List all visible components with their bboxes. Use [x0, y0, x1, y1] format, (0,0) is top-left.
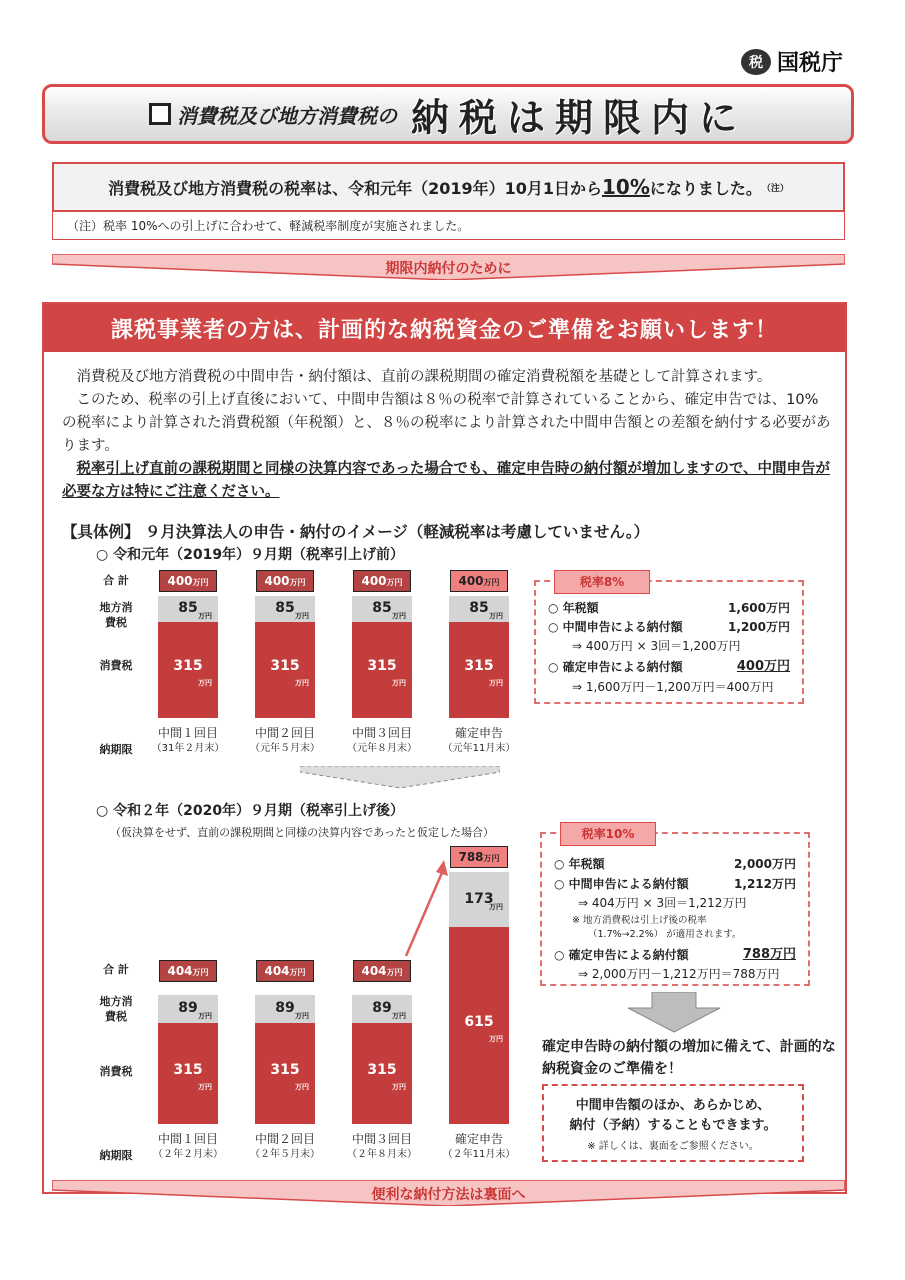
chart2-title: ○ 令和２年（2020年）９月期（税率引上げ後） [96, 803, 405, 819]
chart1-total-label: 合 計 [103, 574, 129, 587]
total-value [450, 846, 508, 868]
info8-l4: ○ 確定申告による納付額 [548, 660, 683, 674]
info-box-8 [534, 575, 804, 704]
consumption-tax-value: 315 [367, 657, 397, 674]
badge-10: 税率10% [560, 822, 656, 846]
category-name: 中間１回目 [157, 726, 218, 740]
consumption-tax-value: 315 [367, 1061, 397, 1078]
category-label [332, 726, 432, 756]
unit-label: 万円 [386, 968, 403, 977]
category-name: 中間１回目 [157, 1132, 218, 1146]
local-tax-segment [158, 995, 218, 1023]
example-title: 【具体例】 ９月決算法人の申告・納付のイメージ（軽減税率は考慮していません。） [62, 523, 650, 541]
chart2-total-label: 合 計 [103, 963, 129, 976]
bar-4 [449, 596, 509, 718]
chart1-title: ○ 令和元年（2019年）９月期（税率引上げ前） [96, 547, 405, 563]
consumption-tax-value: 315 [270, 1061, 300, 1078]
info8-l2v: 1,200万円 [728, 620, 790, 634]
consumption-tax-value: 315 [464, 657, 494, 674]
bar-2 [255, 995, 315, 1124]
total-value [256, 960, 314, 982]
unit-label: 万円 [489, 1034, 503, 1043]
unit-label: 万円 [289, 578, 306, 587]
info8-l2: ○ 中間申告による納付額 [548, 620, 683, 634]
category-label [429, 726, 529, 756]
bar-3 [352, 995, 412, 1124]
info8-line1 [548, 600, 790, 616]
unit-label: 万円 [192, 968, 209, 977]
total-number: 400 [167, 574, 193, 588]
paragraph-1: 消費税及び地方消費税の中間申告・納付額は、直前の課税期間の確定消費税額を基礎として計算されます。 [76, 369, 772, 385]
unit-label: 万円 [392, 1011, 406, 1020]
total-number: 788 [458, 849, 484, 864]
category-label [429, 1132, 529, 1162]
category-label [138, 726, 238, 756]
total-number: 400 [264, 574, 290, 588]
local-tax-segment [255, 596, 315, 622]
increase-arrow-icon [400, 858, 452, 962]
unit-label: 万円 [392, 611, 406, 620]
local-tax-segment [255, 995, 315, 1023]
consumption-tax-value: 315 [173, 657, 203, 674]
info8-l1v: 1,600万円 [728, 601, 790, 615]
info10-l5: ⇒ 2,000万円－1,212万円＝788万円 [578, 967, 780, 981]
paragraph-3: 税率引上げ直前の課税期間と同様の決算内容であった場合でも、確定申告時の納付額が増加しますので、中間申告が必要な方は特にご注意ください。 [62, 461, 831, 500]
unit-label: 万円 [295, 1011, 309, 1020]
page-title: 納税は期限内に [410, 95, 747, 140]
category-name: 確定申告 [454, 1132, 503, 1146]
consumption-tax-segment [352, 622, 412, 718]
info10-l2v: 1,212万円 [734, 877, 796, 891]
deadline-date: （２年５月末） [250, 1149, 320, 1160]
unit-label: 万円 [489, 611, 503, 620]
payment-methods-banner-text: 便利な納付方法は裏面へ [371, 1187, 526, 1203]
chart2-deadline-label: 納期限 [99, 1149, 133, 1162]
info10-l4v: 788万円 [742, 947, 796, 962]
info10-line4 [554, 947, 796, 963]
local-tax-value: 173 [464, 890, 494, 907]
note-mark: （注） [761, 183, 789, 194]
local-tax-segment [449, 596, 509, 622]
unit-label: 万円 [198, 678, 212, 687]
bar-3 [352, 596, 412, 718]
info8-l1: ○ 年税額 [548, 601, 599, 615]
category-name: 確定申告 [454, 726, 503, 740]
info8-l5: ⇒ 1,600万円－1,200万円＝400万円 [572, 680, 774, 694]
total-number: 400 [361, 574, 387, 588]
bar-2 [255, 596, 315, 718]
unit-label: 万円 [295, 678, 309, 687]
total-value [256, 570, 314, 592]
info8-l4v: 400万円 [736, 659, 790, 674]
title-small-text: 消費税及び地方消費税の [176, 103, 397, 128]
bar-1 [158, 596, 218, 718]
badge-8: 税率8% [554, 570, 650, 594]
local-tax-segment [352, 596, 412, 622]
agency-name: 国税庁 [776, 51, 843, 76]
advice-text: 確定申告時の納付額の増加に備えて、計画的な納税資金のご準備を！ [542, 1039, 836, 1077]
info-box-10 [540, 827, 810, 986]
unit-label: 万円 [392, 678, 406, 687]
rate-notice [52, 162, 845, 212]
gray-down-arrow-icon [626, 992, 722, 1034]
info10-n2: （1.7%→2.2%） が適用されます。 [588, 929, 742, 940]
unit-label: 万円 [295, 1082, 309, 1091]
info8-line2 [548, 619, 790, 635]
info10-l4: ○ 確定申告による納付額 [554, 948, 689, 962]
category-name: 中間２回目 [254, 726, 315, 740]
total-value [450, 570, 508, 592]
deadline-banner [52, 254, 845, 280]
unit-label: 万円 [289, 968, 306, 977]
title-banner [42, 84, 854, 144]
local-tax-value: 89 [372, 999, 392, 1016]
chart1-deadline-label: 納期限 [99, 743, 133, 756]
deadline-date: （元年８月末） [347, 743, 417, 754]
unit-label: 万円 [386, 578, 403, 587]
category-name: 中間２回目 [254, 1132, 315, 1146]
unit-label: 万円 [198, 611, 212, 620]
prepay-line1: 中間申告額のほか、あらかじめ、 [575, 1098, 771, 1113]
local-tax-segment [449, 872, 509, 927]
local-tax-value: 85 [372, 599, 392, 616]
chart2-local-label: 地方消費税 [99, 995, 133, 1023]
local-tax-value: 85 [469, 599, 489, 616]
total-value [353, 570, 411, 592]
category-label [138, 1132, 238, 1162]
title-prefix [149, 100, 397, 129]
explanation [62, 366, 832, 504]
category-label [332, 1132, 432, 1162]
deadline-date: （２年８月末） [347, 1149, 417, 1160]
consumption-tax-segment [158, 622, 218, 718]
payment-methods-banner [52, 1180, 845, 1206]
category-label [235, 1132, 335, 1162]
info8-line4 [548, 659, 790, 675]
total-value [159, 960, 217, 982]
info10-line1 [554, 856, 796, 872]
unit-label: 万円 [198, 1011, 212, 1020]
consumption-tax-value: 615 [464, 1013, 494, 1030]
total-number: 400 [458, 574, 484, 588]
total-number: 404 [167, 964, 193, 978]
consumption-tax-segment [255, 622, 315, 718]
unit-label: 万円 [483, 578, 500, 587]
prepay-line3: ※ 詳しくは、裏面をご参照ください。 [587, 1141, 759, 1152]
square-bullet-icon [149, 103, 171, 125]
local-tax-value: 85 [178, 599, 198, 616]
total-number: 404 [264, 964, 290, 978]
prepay-line2: 納付（予納）することもできます。 [569, 1118, 777, 1133]
info10-n1: ※ 地方消費税は引上げ後の税率 [572, 915, 707, 926]
main-heading: 課税事業者の方は、計画的な納税資金のご準備をお願いします！ [44, 304, 845, 352]
total-number: 404 [361, 964, 387, 978]
local-tax-value: 85 [275, 599, 295, 616]
info10-l1v: 2,000万円 [734, 857, 796, 871]
info10-l3: ⇒ 404万円 × 3回＝1,212万円 [578, 896, 747, 910]
rate-text-before: 消費税及び地方消費税の税率は、令和元年（2019年）10月1日から [108, 178, 603, 198]
consumption-tax-segment [352, 1023, 412, 1124]
unit-label: 万円 [295, 611, 309, 620]
unit-label: 万円 [489, 902, 503, 911]
rate-text-after: になりました。 [649, 178, 762, 198]
tax-logo-icon: 税 [741, 49, 771, 75]
info10-l2: ○ 中間申告による納付額 [554, 877, 689, 891]
deadline-banner-text: 期限内納付のために [385, 261, 512, 277]
local-tax-value: 89 [178, 999, 198, 1016]
consumption-tax-segment [449, 622, 509, 718]
chart2-subtitle: （仮決算をせず、直前の課税期間と同様の決算内容であったと仮定した場合） [110, 826, 495, 839]
local-tax-value: 89 [275, 999, 295, 1016]
rate-note: （注）税率 10%への引上げに合わせて、軽減税率制度が実施されました。 [52, 212, 845, 240]
deadline-date: （２年11月末） [442, 1149, 516, 1160]
total-value [353, 960, 411, 982]
consumption-tax-value: 315 [173, 1061, 203, 1078]
deadline-date: （元年５月末） [250, 743, 320, 754]
info8-l3: ⇒ 400万円 × 3回＝1,200万円 [572, 639, 741, 653]
deadline-date: （元年11月末） [442, 743, 516, 754]
bar-4 [449, 872, 509, 1124]
total-value [159, 570, 217, 592]
chart2-consumption-label: 消費税 [99, 1065, 133, 1078]
consumption-tax-segment [449, 927, 509, 1124]
deadline-date: （２年２月末） [153, 1149, 223, 1160]
unit-label: 万円 [392, 1082, 406, 1091]
consumption-tax-segment [158, 1023, 218, 1124]
bar-1 [158, 995, 218, 1124]
unit-label: 万円 [489, 678, 503, 687]
category-name: 中間３回目 [351, 1132, 412, 1146]
local-tax-segment [352, 995, 412, 1023]
info10-l1: ○ 年税額 [554, 857, 605, 871]
nta-logo [741, 46, 843, 77]
consumption-tax-value: 315 [270, 657, 300, 674]
paragraph-2: このため、税率の引上げ直後において、中間申告額は８％の税率で計算されていることから、確定申告では、10%の税率により計算された消費税額（年税額）と、８％の税率により計算された中間申告額との差額を納付する必要があります。 [62, 392, 831, 454]
unit-label: 万円 [192, 578, 209, 587]
unit-label: 万円 [198, 1082, 212, 1091]
deadline-date: （31年２月末） [151, 743, 225, 754]
local-tax-segment [158, 596, 218, 622]
consumption-tax-segment [255, 1023, 315, 1124]
prepay-box [542, 1084, 804, 1162]
chart1-local-label: 地方消費税 [99, 601, 133, 629]
info10-line2 [554, 876, 796, 892]
rate-value: 10% [602, 175, 650, 199]
category-label [235, 726, 335, 756]
unit-label: 万円 [483, 853, 500, 863]
chart1-consumption-label: 消費税 [99, 659, 133, 672]
down-arrow-icon [300, 766, 500, 790]
category-name: 中間３回目 [351, 726, 412, 740]
